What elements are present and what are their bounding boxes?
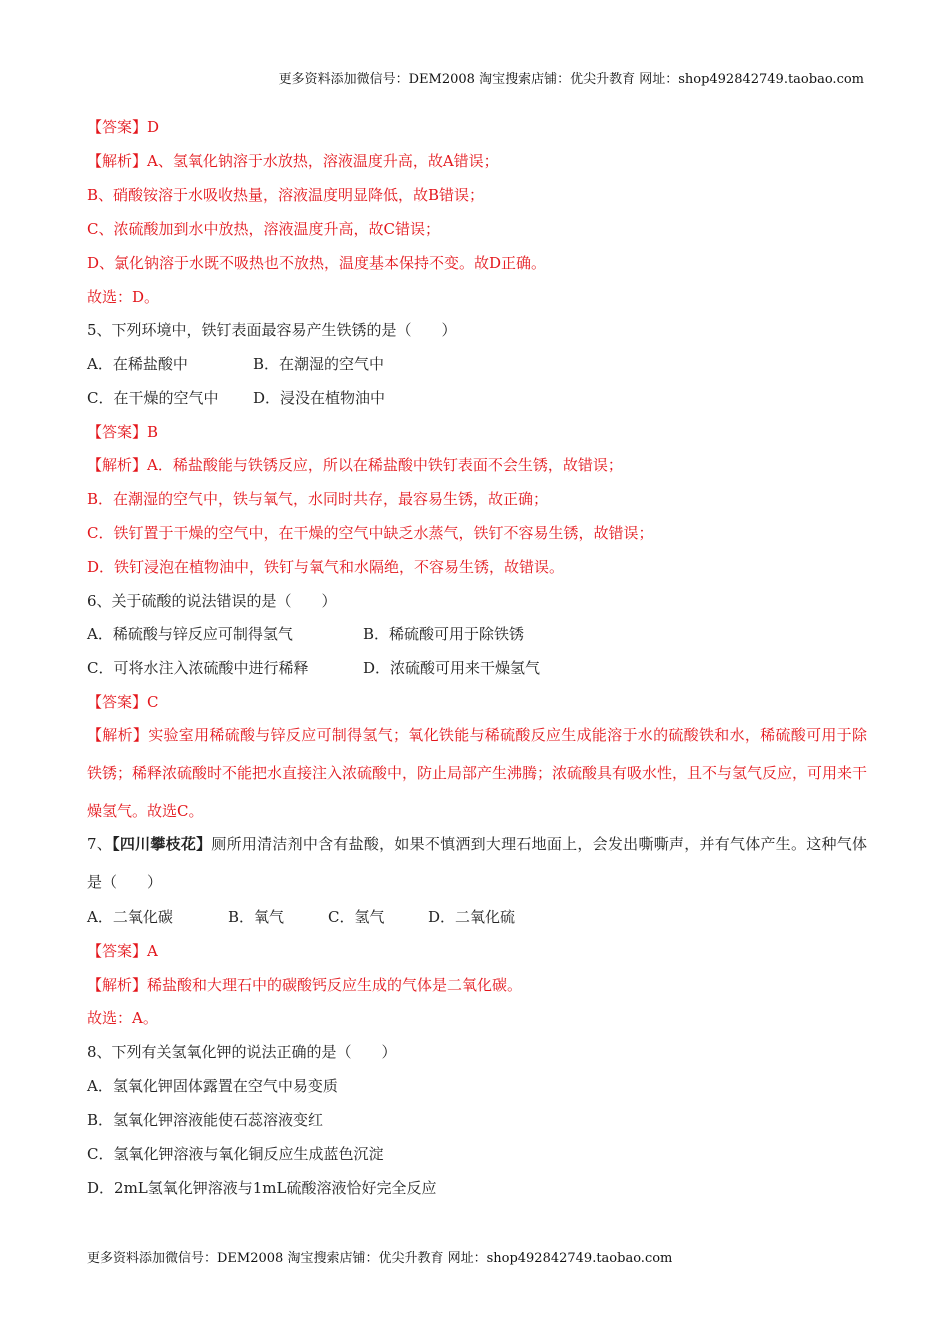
- q5-options-row: [87, 354, 384, 374]
- option-c: C．可将水注入浓硫酸中进行稀释: [87, 659, 309, 677]
- q7-answer: [87, 941, 158, 961]
- analysis-text: A、氢氧化钠溶于水放热，溶液温度升高，故A错误；: [147, 152, 499, 170]
- q7-stem: [87, 825, 867, 901]
- answer-value: C: [147, 693, 159, 711]
- q5-stem: 5、下列环境中，铁钉表面最容易产生铁锈的是（ ）: [87, 321, 457, 339]
- answer-tag: 【答案】: [87, 118, 148, 136]
- q4-analysis-line: B、硝酸铵溶于水吸收热量，溶液温度明显降低，故B错误；: [87, 186, 485, 204]
- option-c: C．氢氧化钾溶液与氧化铜反应生成蓝色沉淀: [87, 1145, 384, 1163]
- q6-options-row: [87, 658, 540, 678]
- option-d: D．2mL氢氧化钾溶液与1mL硫酸溶液恰好完全反应: [87, 1179, 437, 1197]
- q4-answer: [87, 117, 159, 137]
- question-source: 【四川攀枝花】: [112, 835, 212, 853]
- answer-tag: 【答案】: [87, 423, 148, 441]
- option-a: A．二氧化碳: [87, 908, 173, 926]
- analysis-text: A．稀盐酸能与铁锈反应，所以在稀盐酸中铁钉表面不会生锈，故错误；: [147, 456, 623, 474]
- q6-analysis: [87, 716, 867, 830]
- answer-value: A: [147, 942, 158, 960]
- q8-stem: 8、下列有关氢氧化钾的说法正确的是（ ）: [87, 1043, 397, 1061]
- analysis-text: 实验室用稀硫酸与锌反应可制得氢气；氧化铁能与稀硫酸反应生成能溶于水的硫酸铁和水，稀硫酸可用于除铁锈；稀释浓硫酸时不能把水直接注入浓硫酸中，防止局部产生沸腾；浓硫酸具有吸水性，且不与氢气反应，可用来干燥氢气。故选C。: [87, 726, 868, 820]
- option-b: B．氢氧化钾溶液能使石蕊溶液变红: [87, 1111, 324, 1129]
- option-c: C．在干燥的空气中: [87, 389, 219, 407]
- analysis-tag: 【解析】: [87, 976, 148, 994]
- q4-conclusion: 故选：D。: [87, 288, 160, 306]
- page-footer: 更多资料添加微信号：DEM2008 淘宝搜索店铺：优尖升教育 网址：shop492842749.taobao.com: [87, 1251, 673, 1266]
- q6-stem: 6、关于硫酸的说法错误的是（ ）: [87, 592, 337, 610]
- answer-tag: 【答案】: [87, 942, 148, 960]
- answer-tag: 【答案】: [87, 693, 148, 711]
- option-a: A．在稀盐酸中: [87, 355, 188, 373]
- q7-analysis: [87, 975, 522, 995]
- q7-options-row: [87, 907, 515, 927]
- q5-analysis-line: B．在潮湿的空气中，铁与氧气，水同时共存，最容易生锈，故正确；: [87, 490, 549, 508]
- q5-analysis-line: C．铁钉置于干燥的空气中，在干燥的空气中缺乏水蒸气，铁钉不容易生锈，故错误；: [87, 524, 654, 542]
- answer-value: D: [147, 118, 160, 136]
- q4-analysis-line: [87, 151, 499, 171]
- option-d: D．浸没在植物油中: [253, 389, 386, 407]
- page-header: 更多资料添加微信号：DEM2008 淘宝搜索店铺：优尖升教育 网址：shop492842749.taobao.com: [278, 72, 864, 87]
- question-text: 厕所用清洁剂中含有盐酸，如果不慎洒到大理石地面上，会发出嘶嘶声，并有气体产生。这种气体是（ ）: [87, 835, 867, 891]
- answer-value: B: [147, 423, 159, 441]
- q5-options-row: [87, 388, 385, 408]
- q5-answer: [87, 422, 158, 442]
- analysis-tag: 【解析】: [87, 726, 149, 744]
- option-d: D．二氧化硫: [428, 908, 516, 926]
- analysis-tag: 【解析】: [87, 456, 148, 474]
- q5-analysis-line: [87, 455, 623, 475]
- option-b: B．氧气: [228, 908, 285, 926]
- q4-analysis-line: C、浓硫酸加到水中放热，溶液温度升高，故C错误；: [87, 220, 440, 238]
- q6-answer: [87, 692, 159, 712]
- option-a: A．稀硫酸与锌反应可制得氢气: [87, 625, 293, 643]
- option-b: B．在潮湿的空气中: [253, 355, 385, 373]
- q7-conclusion: 故选：A。: [87, 1009, 158, 1027]
- option-a: A．氢氧化钾固体露置在空气中易变质: [87, 1077, 338, 1095]
- q4-analysis-line: D、氯化钠溶于水既不吸热也不放热，温度基本保持不变。故D正确。: [87, 254, 547, 272]
- question-number: 7、: [87, 835, 113, 853]
- analysis-text: 稀盐酸和大理石中的碳酸钙反应生成的气体是二氧化碳。: [147, 976, 523, 994]
- option-c: C．氢气: [328, 908, 385, 926]
- analysis-tag: 【解析】: [87, 152, 148, 170]
- option-d: D．浓硫酸可用来干燥氢气: [363, 659, 541, 677]
- option-b: B．稀硫酸可用于除铁锈: [363, 625, 525, 643]
- q6-options-row: [87, 624, 524, 644]
- q5-analysis-line: D．铁钉浸泡在植物油中，铁钉与氧气和水隔绝，不容易生锈，故错误。: [87, 558, 565, 576]
